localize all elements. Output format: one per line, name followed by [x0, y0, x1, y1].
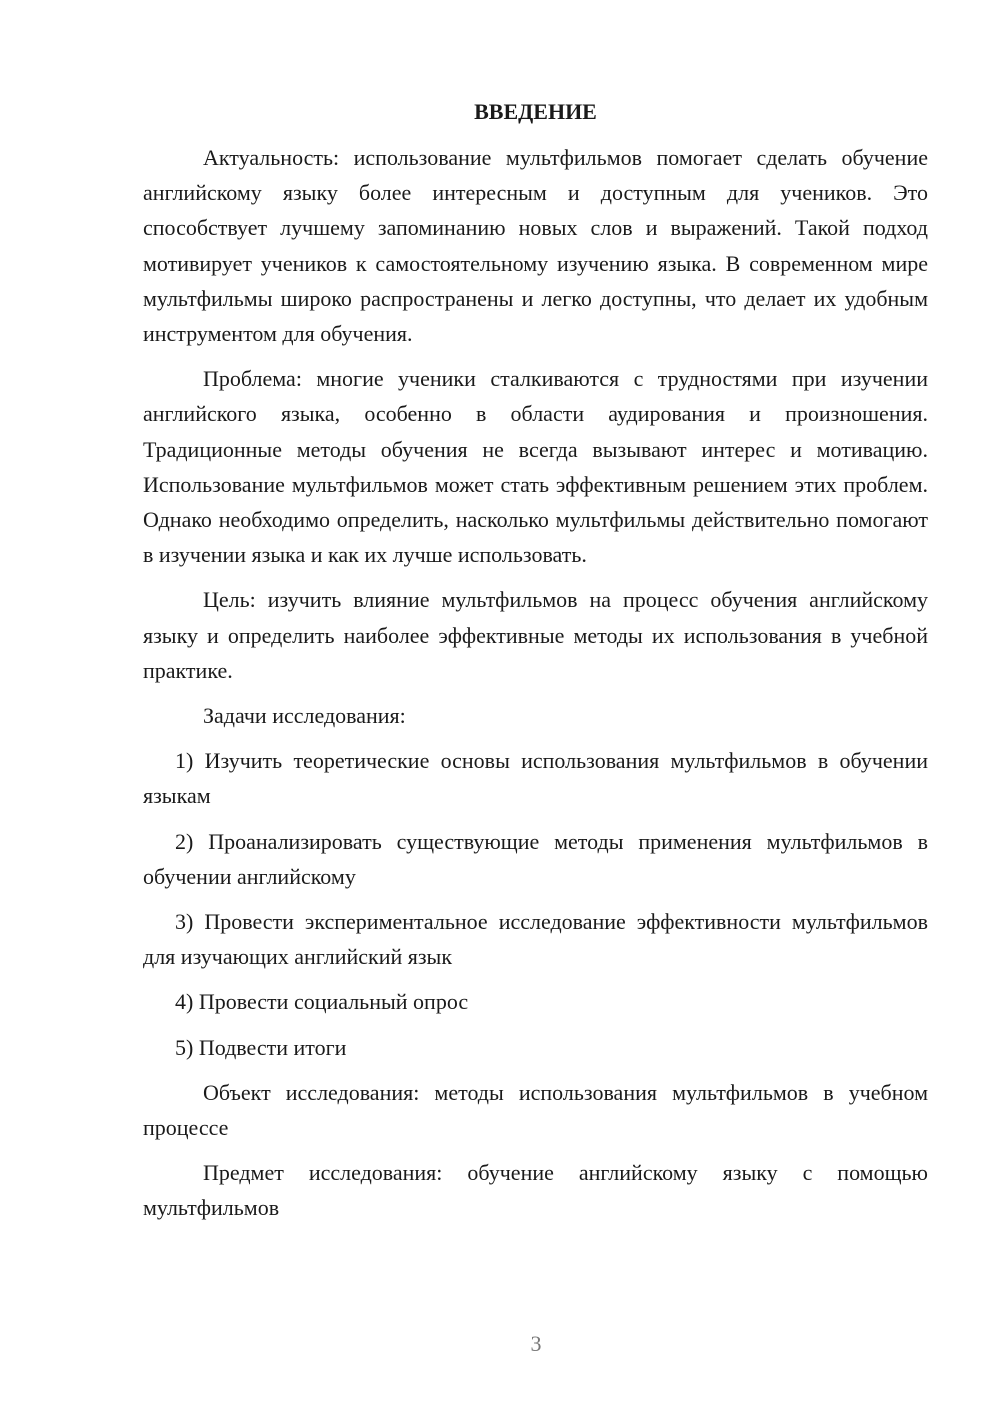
- document-page: [143, 94, 928, 1236]
- list-item: 4) Провести социальный опрос: [175, 989, 469, 1015]
- list-item: 3) Провести экспериментальное исследование эффективности мультфильмов для изучающих английский язык: [143, 909, 928, 970]
- paragraph-object: Объект исследования: методы использования мультфильмов в учебном процессе: [143, 1079, 928, 1141]
- paragraph-subject: Предмет исследования: обучение английскому языку с помощью мультфильмов: [143, 1160, 928, 1221]
- section-heading: ВВЕДЕНИЕ: [474, 99, 597, 124]
- paragraph-problem: Проблема: многие ученики сталкиваются с трудностями при изучении английского языка, особенно в области аудирования и произношения. Традиционные методы обучения не всегда вызывают интерес и мотивацию. Использование мультфильмов может стать эффективным решением этих проблем. Однако необходимо определить, насколько мультфильмы действительно помогают в изучении языка и как их лучше использовать.: [143, 366, 928, 568]
- list-item: 5) Подвести итоги: [175, 1034, 347, 1060]
- page-number: 3: [530, 1331, 542, 1356]
- tasks-title: Задачи исследования:: [203, 703, 406, 729]
- paragraph-goal: Цель: изучить влияние мультфильмов на процесс обучения английскому языку и определить наиболее эффективные методы их использования в учебной практике.: [143, 587, 928, 683]
- list-item: 2) Проанализировать существующие методы применения мультфильмов в обучении английскому: [143, 828, 928, 889]
- list-item: 1) Изучить теоретические основы использования мультфильмов в обучении языкам: [143, 748, 928, 809]
- tasks-list: [143, 743, 928, 1065]
- paragraph-relevance: Актуальность: использование мультфильмов помогает сделать обучение английскому языку более интересным и доступным для учеников. Это способствует лучшему запоминанию новых слов и выражений. Такой подход мотивирует учеников к самостоятельному изучению языка. В современном мире мультфильмы широко распространены и легко доступны, что делает их удобным инструментом для обучения.: [143, 145, 928, 347]
